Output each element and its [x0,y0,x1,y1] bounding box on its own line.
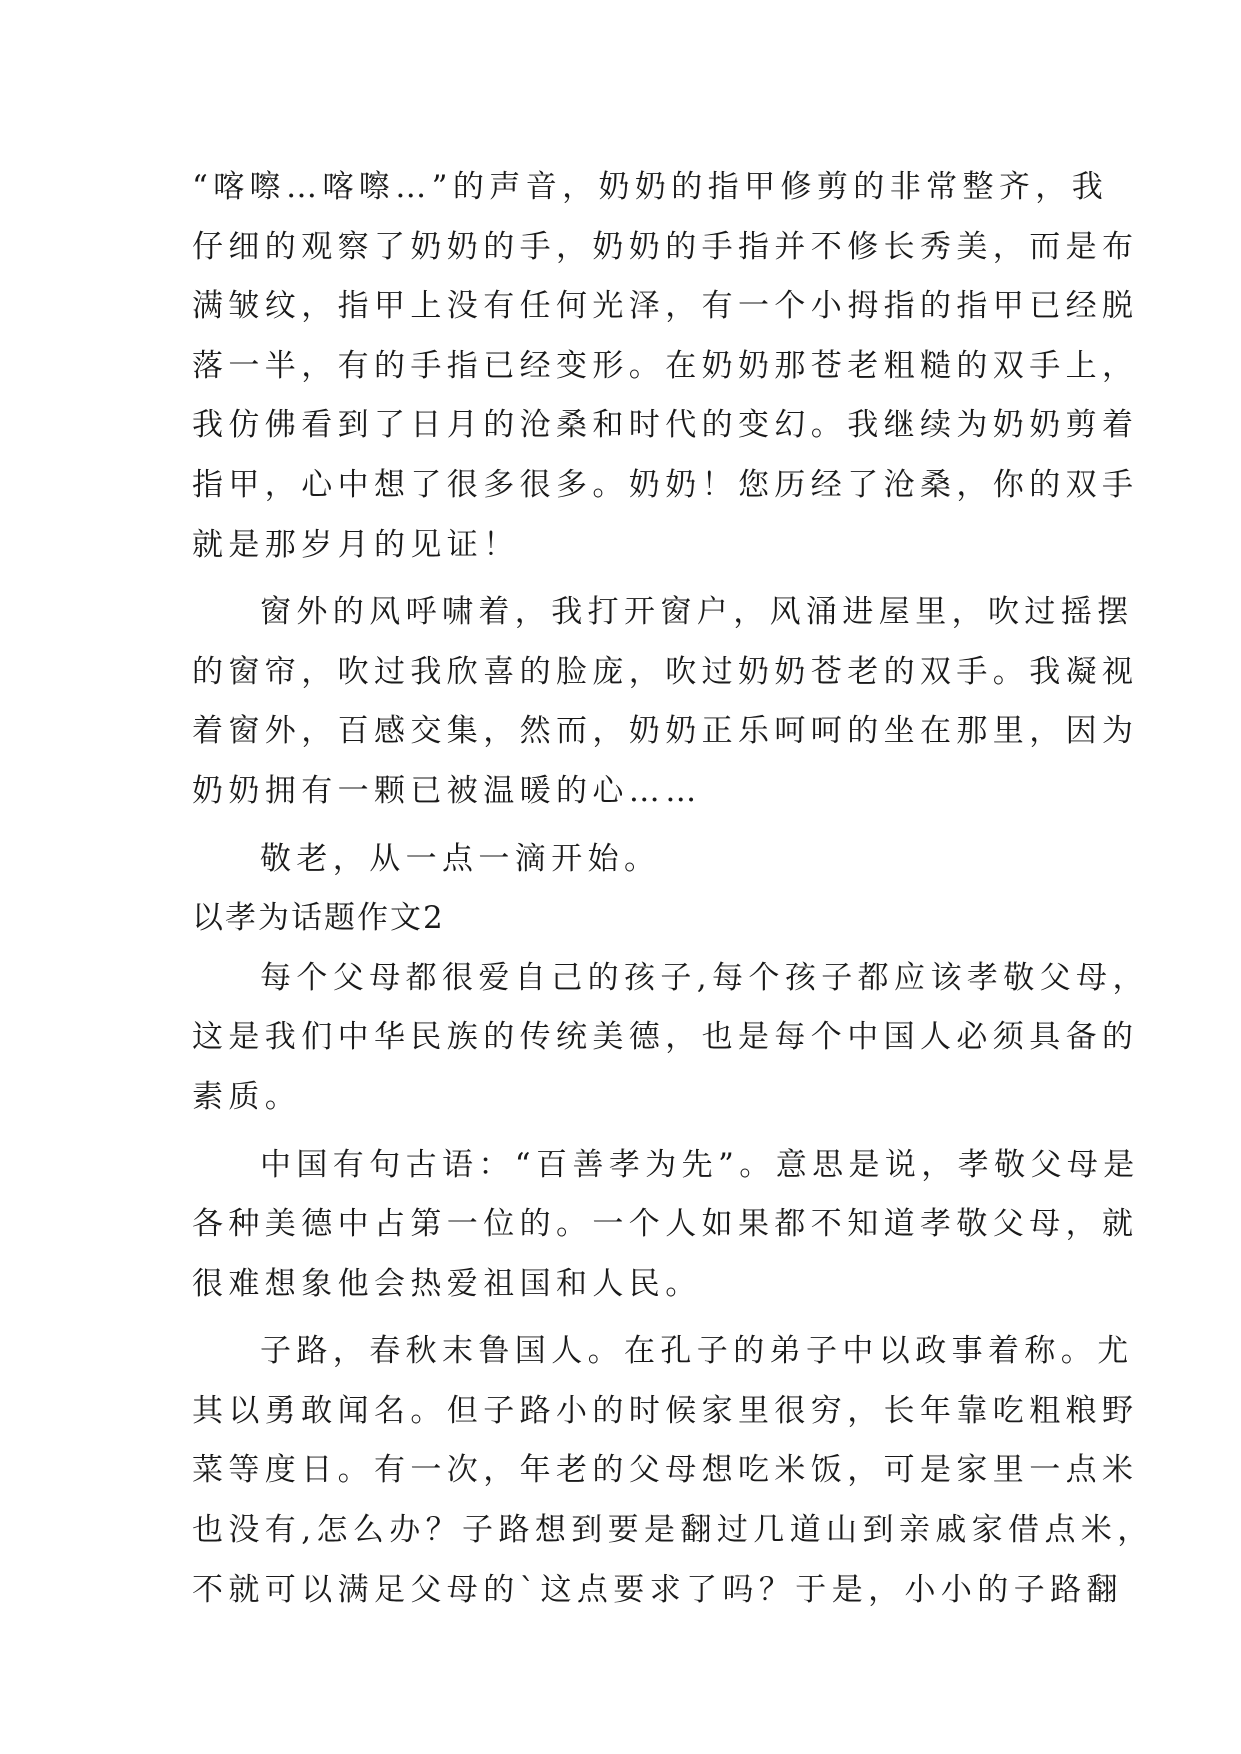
text-line: 就是那岁月的见证！ [192,526,520,563]
text-line: 奶奶拥有一颗已被温暖的心…… [192,772,702,809]
paragraph [192,158,1139,575]
text-line: 素质。 [192,1078,302,1115]
text-line: 满皱纹，指甲上没有任何光泽，有一个小拇指的指甲已经脱 [192,288,1139,325]
text-line: 的窗帘，吹过我欣喜的脸庞，吹过奶奶苍老的双手。我凝视 [192,653,1139,690]
text-line: 指甲，心中想了很多很多。奶奶！您历经了沧桑，你的双手 [192,466,1139,503]
text-line: 各种美德中占第一位的。一个人如果都不知道孝敬父母，就 [192,1206,1139,1243]
text-line: 中国有句古语：“百善孝为先”。意思是说，孝敬父母是 [260,1146,1140,1183]
paragraph [192,949,1149,1128]
text-line: “喀嚓…喀嚓…”的声音，奶奶的指甲修剪的非常整齐，我 [192,169,1109,205]
text-line: 不就可以满足父母的`这点要求了吗？于是，小小的子路翻 [192,1571,1123,1608]
section-heading: 以孝为话题作文2 [192,900,445,937]
text-line: 很难想象他会热爱祖国和人民。 [192,1265,702,1302]
paragraph [192,830,1072,890]
text-line: 这是我们中华民族的传统美德，也是每个中国人必须具备的 [192,1019,1139,1056]
text-line: 子路，春秋末鲁国人。在孔子的弟子中以政事着称。尤 [260,1333,1134,1370]
paragraph [192,583,1139,821]
text-line: 我仿佛看到了日月的沧桑和时代的变幻。我继续为奶奶剪着 [192,407,1139,444]
paragraph [192,1136,1140,1315]
paragraph [192,1322,1154,1620]
text-line: 着窗外，百感交集，然而，奶奶正乐呵呵的坐在那里，因为 [192,713,1139,750]
text-line: 菜等度日。有一次，年老的父母想吃米饭，可是家里一点米 [192,1452,1139,1489]
text-line: 落一半，有的手指已经变形。在奶奶那苍老粗糙的双手上， [192,347,1139,384]
text-line: 也没有,怎么办？子路想到要是翻过几道山到亲戚家借点米， [192,1512,1154,1549]
text-line: 窗外的风呼啸着，我打开窗户，风涌进屋里，吹过摇摆 [260,594,1134,631]
text-line: 其以勇敢闻名。但子路小的时候家里很穷，长年靠吃粗粮野 [192,1392,1139,1429]
text-line: 敬老，从一点一滴开始。 [260,840,661,877]
text-line: 每个父母都很爱自己的孩子,每个孩子都应该孝敬父母， [260,959,1149,996]
text-line: 仔细的观察了奶奶的手，奶奶的手指并不修长秀美，而是布 [192,228,1139,265]
document-body [192,158,1154,1620]
